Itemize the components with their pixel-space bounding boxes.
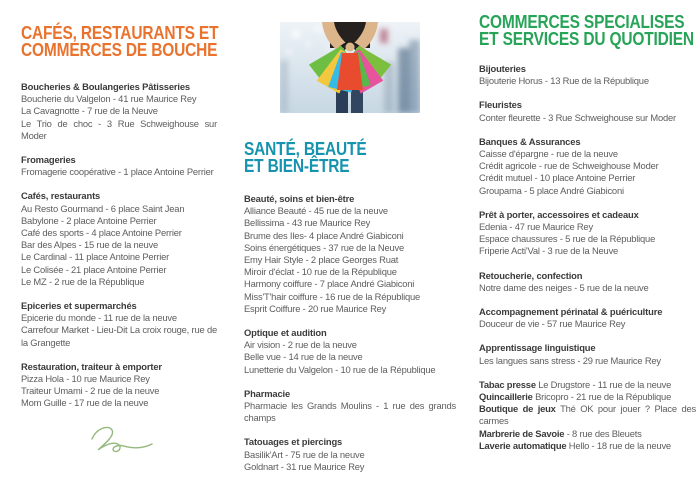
listing-label: Tabac presse	[479, 378, 536, 390]
listing-item: Mom Guille - 17 rue de la neuve	[21, 397, 149, 409]
listing-item: Le Cardinal - 11 place Antoine Perrier	[21, 251, 170, 263]
listing-item: Espace chaussures - 5 rue de la République	[479, 233, 656, 245]
title-line: ET SERVICES DU QUOTIDIEN	[479, 28, 694, 49]
listing-item: Esprit Coiffure - 20 rue Maurice Rey	[244, 302, 387, 314]
section-heading: Restauration, traiteur à emporter	[21, 360, 162, 372]
section-heading: Fleuristes	[479, 99, 522, 111]
listing-item: La Cavagnotte - 7 rue de la Neuve	[21, 105, 158, 117]
section-pharmacie	[244, 388, 456, 425]
listing-item: Babylone - 2 place Antoine Perrier	[21, 214, 157, 226]
listing-item: Notre dame des neiges - 5 rue de la neuve	[479, 281, 649, 293]
section-fromageries	[21, 154, 217, 178]
listing-item: Boucherie du Valgelon - 41 rue Maurice Rey	[21, 93, 197, 105]
section-apprentissage-linguistique	[479, 342, 696, 366]
listing-item: Traiteur Umami - 2 rue de la neuve	[21, 385, 160, 397]
section-heading: Apprentissage linguistique	[479, 342, 596, 354]
section-epiceries-et-supermarches	[21, 300, 217, 349]
listing-item: Tabac presse Le Drugstore - 11 rue de la neuve	[479, 378, 672, 390]
listing-item: Harmony coiffure - 7 place André Giabiconi	[244, 278, 415, 290]
listing-item: Crédit agricole - rue de Schweighouse Moder	[479, 160, 659, 172]
listing-item: Quincaillerie Bricopro - 21 rue de la République	[479, 391, 672, 403]
section-heading: Tatouages et piercings	[244, 436, 343, 448]
section-retoucherie-confection	[479, 270, 696, 294]
section-banques-assurances	[479, 136, 696, 197]
listing-item: Caisse d'épargne - rue de la neuve	[479, 148, 618, 160]
section-heading: Bijouteries	[479, 63, 526, 74]
listing-item: Lunetterie du Valgelon - 10 rue de la République	[244, 363, 436, 375]
listing-item: Les langues sans stress - 29 rue Maurice Rey	[479, 354, 661, 366]
squiggle-decoration	[89, 422, 155, 460]
listing-item: Belle vue - 14 rue de la neuve	[244, 351, 363, 363]
column-cafes-restaurants	[21, 0, 217, 460]
listing-label: Boutique de jeux	[479, 403, 556, 415]
title-line: COMMERCES DE BOUCHE	[21, 39, 218, 60]
section-boucheries-boulangeries-patisseries	[21, 81, 217, 142]
listing-item: Le Trio de choc - 3 Rue Schweighouse sur Moder	[21, 117, 217, 141]
section-optique-et-audition	[244, 327, 456, 376]
listing-item: Brume des Iles- 4 place André Giabiconi	[244, 229, 404, 241]
column-sections	[244, 193, 456, 473]
column-sections	[479, 63, 696, 452]
listing-item: Soins énergétiques - 37 rue de la Neuve	[244, 241, 405, 253]
section-heading: Epiceries et supermarchés	[21, 300, 137, 312]
listing-item: Edenia - 47 rue Maurice Rey	[479, 221, 593, 233]
listing-item: Fromagerie coopérative - 1 place Antoine Perrier	[21, 166, 214, 178]
section-bijouteries	[479, 63, 696, 87]
listing-item: Air vision - 2 rue de la neuve	[244, 339, 357, 351]
section-heading: Fromageries	[21, 154, 76, 166]
title-line: CAFÉS, RESTAURANTS ET	[21, 23, 219, 43]
section-heading: Optique et audition	[244, 327, 327, 339]
section-heading: Retoucherie, confection	[479, 269, 583, 281]
listing-item: Laverie automatique Hello - 18 rue de la neuve	[479, 439, 671, 451]
section-heading: Boucheries & Boulangeries Pâtisseries	[21, 81, 191, 92]
listing-item: Café des sports - 4 place Antoine Perrier	[21, 227, 182, 239]
section-beaute-soins-et-bien-etre	[244, 193, 456, 315]
listing-item: Friperie Acti'Val - 3 rue de la Neuve	[479, 245, 619, 257]
section-heading: Banques & Assurances	[479, 135, 581, 147]
listing-item: Le MZ - 2 rue de la République	[21, 275, 145, 287]
listing-item: Miss'T'hair coiffure - 16 rue de la République	[244, 290, 421, 302]
listing-item: Epicerie du monde - 11 rue de la neuve	[21, 312, 177, 324]
listing-item: Bijouterie Horus - 13 Rue de la République	[479, 75, 649, 87]
column-title-cafes-restaurants	[21, 23, 219, 60]
title-line: SANTÉ, BEAUTÉ	[244, 139, 367, 159]
listing-item: Emy Hair Style - 2 place Georges Ruat	[244, 254, 399, 266]
section-heading: Prêt à porter, accessoires et cadeaux	[479, 208, 639, 220]
section-cafes-restaurants	[21, 190, 217, 288]
section-heading: Pharmacie	[244, 387, 291, 399]
title-line: ET BIEN-ÊTRE	[244, 155, 350, 176]
section-heading: Accompagnement périnatal & puériculture	[479, 306, 663, 318]
listing-item: Au Resto Gourmand - 6 place Saint Jean	[21, 202, 185, 214]
listing-item: Pharmacie les Grands Moulins - 1 rue des grands champs	[244, 400, 456, 424]
column-sante-beaute	[244, 0, 456, 485]
section-accompagnement-perinatal-puericulture	[479, 306, 696, 330]
listing-label: Laverie automatique	[479, 439, 567, 451]
listing-label: Quincaillerie	[479, 391, 533, 403]
section-heading: Cafés, restaurants	[21, 190, 101, 202]
title-line: COMMERCES SPECIALISES	[479, 12, 685, 32]
listing-item: Goldnart - 31 rue Maurice Rey	[244, 460, 365, 472]
listing-label: Marbrerie de Savoie	[479, 427, 565, 439]
listing-item: Douceur de vie - 57 rue Maurice Rey	[479, 318, 626, 330]
listing-item: Crédit mutuel - 10 place Antoine Perrier	[479, 172, 636, 184]
section-listings	[479, 379, 696, 452]
listing-item: Marbrerie de Savoie - 8 rue des Bleuets	[479, 427, 642, 439]
listing-item: Bellissima - 43 rue Maurice Rey	[244, 217, 371, 229]
listing-item: Pizza Hola - 10 rue Maurice Rey	[21, 373, 150, 385]
section-tatouages-et-piercings	[244, 436, 456, 473]
section-restauration-traiteur-a-emporter	[21, 361, 217, 410]
column-commerces-specialises	[479, 0, 696, 464]
listing-item: Alliance Beauté - 45 rue de la neuve	[244, 205, 388, 217]
shopping-bags-photo	[280, 22, 420, 113]
listing-item: Carrefour Market - Lieu-Dit La croix rouge, rue de la Grangette	[21, 324, 217, 348]
column-title-sante-beaute	[244, 141, 426, 174]
listing-item: Bar des Alpes - 15 rue de la neuve	[21, 239, 159, 251]
listing-item: Boutique de jeux Thé OK pour jouer ? Place des carmes	[479, 403, 697, 427]
listing-item: Groupama - 5 place André Giabiconi	[479, 184, 624, 196]
section-pret-a-porter-accessoires-et-cadeaux	[479, 209, 696, 258]
listing-item: Conter fleurette - 3 Rue Schweighouse sur Moder	[479, 111, 676, 123]
section-fleuristes	[479, 99, 696, 123]
listing-item: Basilik'Art - 75 rue de la neuve	[244, 448, 365, 460]
listing-item: Le Colisée - 21 place Antoine Perrier	[21, 263, 167, 275]
shopping-bags-illustration	[280, 22, 420, 113]
listing-item: Miroir d'éclat - 10 rue de la République	[244, 266, 397, 278]
section-heading: Beauté, soins et bien-être	[244, 193, 355, 204]
column-sections	[21, 81, 217, 410]
column-title-commerces-specialises	[479, 12, 694, 49]
